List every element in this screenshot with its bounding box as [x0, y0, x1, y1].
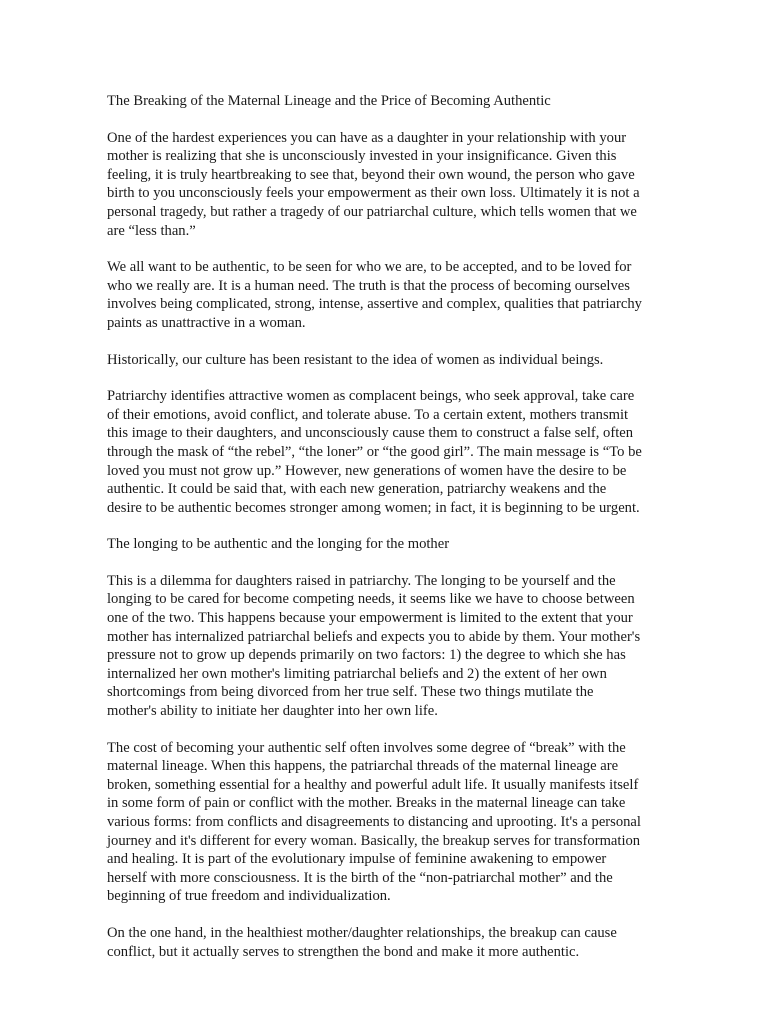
text-line: On the one hand, in the healthiest mother/daughter relationships, the breakup can cause: [107, 924, 617, 941]
paragraph: [107, 129, 697, 241]
text-line: longing to be cared for become competing needs, it seems like we have to choose between: [107, 591, 635, 608]
text-line: beginning of true freedom and individualization.: [107, 888, 391, 905]
text-line: personal tragedy, but rather a tragedy of our patriarchal culture, which tells women that we: [107, 203, 637, 220]
text-line: Historically, our culture has been resistant to the idea of women as individual beings.: [107, 351, 604, 368]
text-line: maternal lineage. When this happens, the patriarchal threads of the maternal lineage are: [107, 758, 619, 775]
text-line: authentic. It could be said that, with each new generation, patriarchy weakens and the: [107, 481, 607, 498]
text-line: herself with more consciousness. It is the birth of the “non-patriarchal mother” and the: [107, 869, 613, 886]
text-line: mother is realizing that she is unconsciously invested in your insignificance. Given this: [107, 148, 617, 165]
text-line: various forms: from conflicts and disagreements to distancing and uprooting. It's a personal: [107, 814, 641, 830]
text-line: mother's ability to initiate her daughter into her own life.: [107, 703, 438, 720]
paragraph: [107, 535, 697, 554]
text-line: loved you must not grow up.” However, new generations of women have the desire to be: [107, 462, 627, 479]
text-line: The longing to be authentic and the longing for the mother: [107, 536, 450, 553]
text-line: in some form of pain or conflict with the mother. Breaks in the maternal lineage can take: [107, 795, 626, 812]
text-line: pressure not to grow up depends primarily on two factors: 1) the degree to which she has: [107, 647, 626, 664]
text-line: mother has internalized patriarchal beliefs and expects you to abide by them. Your mother's: [107, 628, 641, 645]
text-line: This is a dilemma for daughters raised in patriarchy. The longing to be yourself and the: [107, 572, 616, 589]
text-line: this image to their daughters, and unconsciously cause them to construct a false self, often: [107, 425, 634, 442]
text-line: conflict, but it actually serves to strengthen the bond and make it more authentic.: [107, 943, 580, 960]
text-line: desire to be authentic becomes stronger among women; in fact, it is beginning to be urgent.: [107, 499, 640, 516]
text-line: one of the two. This happens because your empowerment is limited to the extent that your: [107, 610, 633, 627]
paragraph: [107, 924, 697, 961]
paragraph: [107, 739, 697, 906]
text-line: The cost of becoming your authentic self often involves some degree of “break” with the: [107, 739, 626, 756]
text-line: and healing. It is part of the evolutionary impulse of feminine awakening to empower: [107, 851, 607, 868]
text-line: We all want to be authentic, to be seen for who we are, to be accepted, and to be loved for: [107, 259, 632, 276]
text-line: shortcomings from being divorced from her true self. These two things mutilate the: [107, 684, 594, 701]
text-line: journey and it's different for every woman. Basically, the breakup serves for transformation: [107, 832, 641, 849]
document-body: [107, 129, 697, 962]
paragraph: [107, 258, 697, 332]
text-line: through the mask of “the rebel”, “the loner” or “the good girl”. The main message is “To be: [107, 443, 642, 460]
text-line: paints as unattractive in a woman.: [107, 314, 306, 331]
text-line: who we really are. It is a human need. The truth is that the process of becoming ourselves: [107, 277, 630, 294]
document-title: The Breaking of the Maternal Lineage and the Price of Becoming Authentic: [107, 93, 551, 109]
text-line: Patriarchy identifies attractive women as complacent beings, who seek approval, take care: [107, 388, 635, 405]
paragraph: [107, 387, 697, 517]
text-line: internalized her own mother's limiting patriarchal beliefs and 2) the extent of her own: [107, 665, 607, 682]
text-line: feeling, it is truly heartbreaking to see that, beyond their own wound, the person who gave: [107, 166, 635, 183]
text-line: of their emotions, avoid conflict, and tolerate abuse. To a certain extent, mothers transmit: [107, 406, 629, 423]
paragraph: [107, 351, 697, 370]
text-line: birth to you unconsciously feels your empowerment as their own loss. Ultimately it is not a: [107, 185, 640, 202]
document-page: [107, 92, 697, 979]
paragraph: [107, 572, 697, 721]
text-line: One of the hardest experiences you can have as a daughter in your relationship with your: [107, 129, 627, 146]
text-line: broken, something essential for a healthy and powerful adult life. It usually manifests itself: [107, 776, 639, 793]
text-line: involves being complicated, strong, intense, assertive and complex, qualities that patriarchy: [107, 296, 642, 313]
text-line: are “less than.”: [107, 222, 196, 239]
